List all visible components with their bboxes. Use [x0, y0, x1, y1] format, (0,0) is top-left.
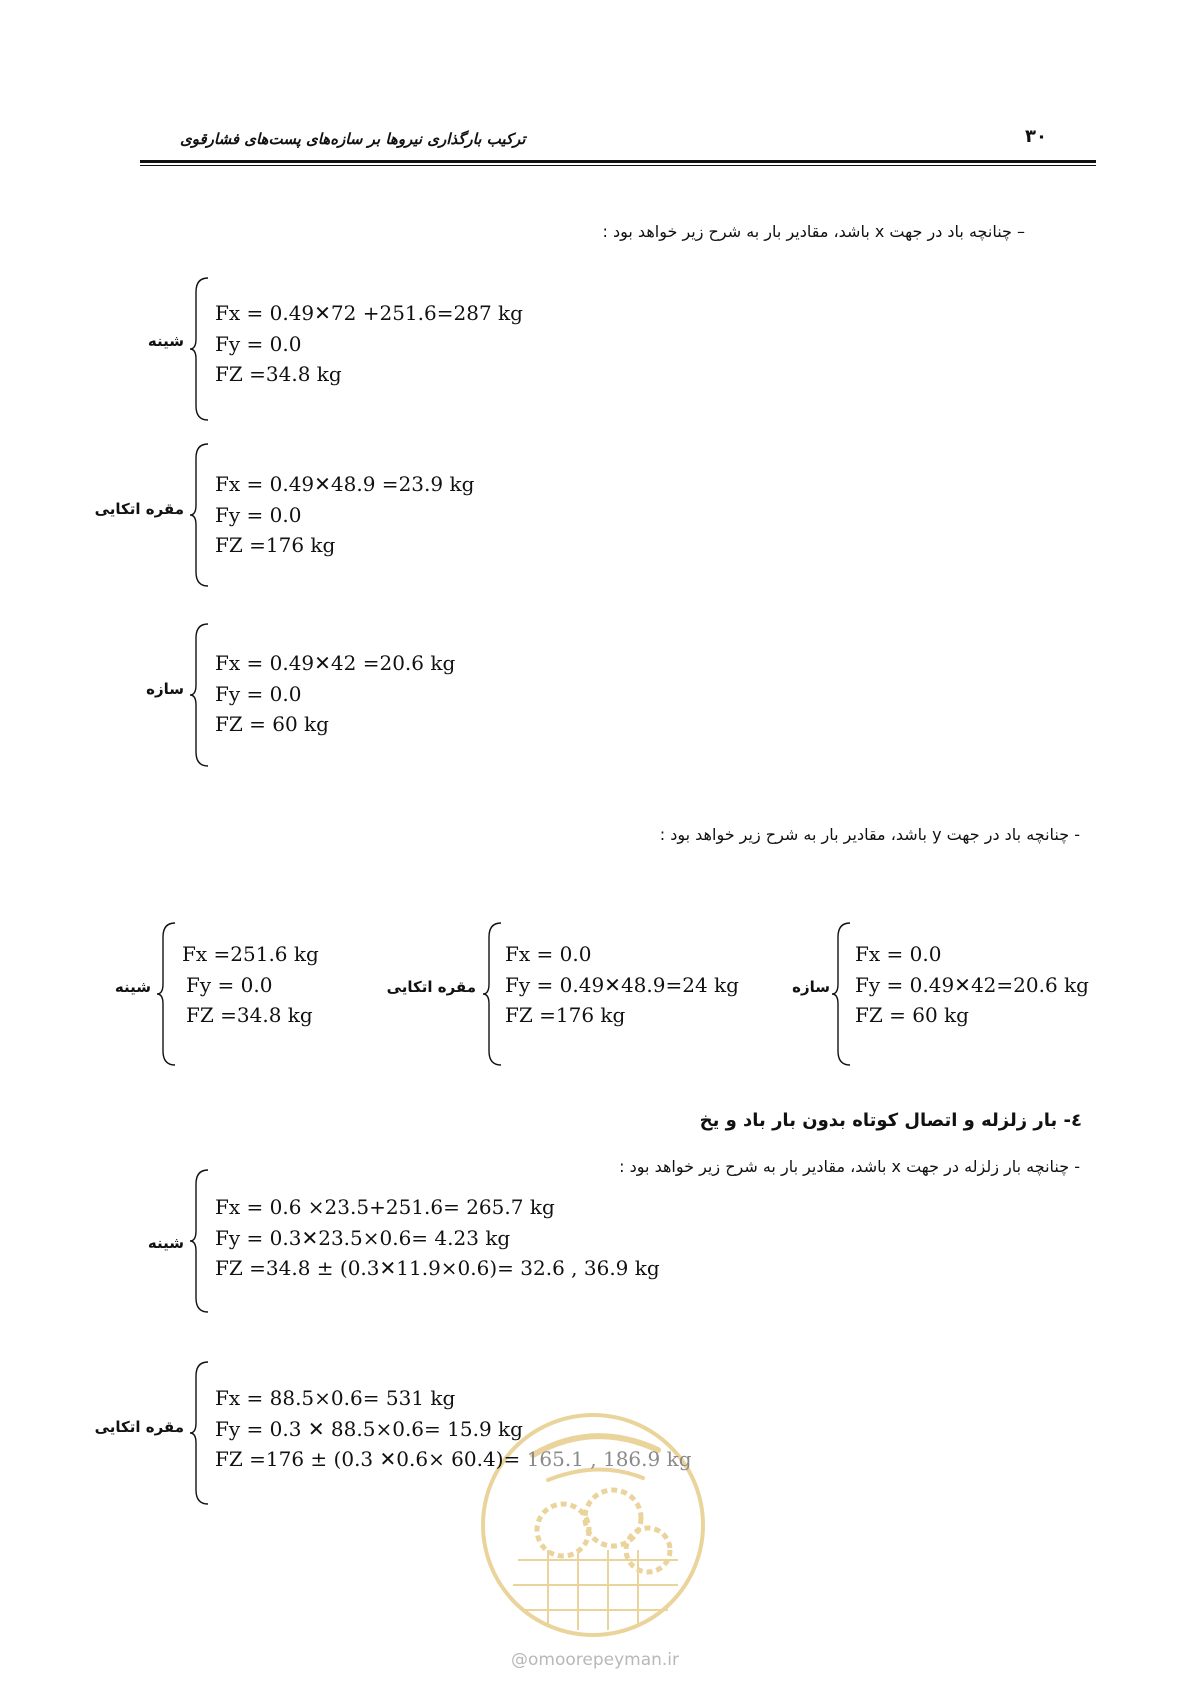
eq-fz: FZ = 60 kg [215, 712, 329, 736]
brace-icon [481, 921, 505, 1067]
equations-saze-x [215, 648, 455, 740]
eq-fz [215, 1444, 692, 1475]
label-moqare: مقره اتکایی [94, 1418, 184, 1436]
header-rule-thin [140, 165, 1096, 166]
equations-saze-y [855, 939, 1089, 1031]
label-saze: سازه [792, 978, 830, 996]
brace-icon [188, 442, 212, 588]
eq-fx: Fx = 0.0 [855, 942, 942, 966]
eq-fz: FZ =34.8 kg [215, 362, 342, 386]
eq-fy: Fy = 0.49✕48.9=24 kg [505, 972, 739, 997]
label-shine: شینه [114, 978, 151, 996]
equations-moqare-x [215, 469, 474, 561]
brace-icon [830, 921, 854, 1067]
equations-shine-eq [215, 1192, 660, 1284]
label-moqare: مقره اتکایی [94, 500, 184, 518]
equations-shine-x [215, 298, 523, 390]
header-rule [140, 160, 1096, 163]
intro-wind-x: – چنانچه باد در جهت x باشد، مقادیر بار به شرح زیر خواهد بود : [602, 222, 1025, 241]
page-number: ۳۰ [1025, 126, 1047, 147]
eq-fy: Fy = 0.0 [215, 502, 302, 527]
eq-fx: Fx = 0.0 [505, 942, 592, 966]
brace-icon [188, 276, 212, 422]
eq-fx: Fx = 0.49✕42 =20.6 kg [215, 651, 456, 675]
eq-fy: Fy = 0.0 [215, 331, 302, 356]
eq-fy: Fy = 0.3✕23.5×0.6= 4.23 kg [215, 1225, 511, 1250]
eq-fx: Fx =251.6 kg [182, 942, 319, 966]
watermark-text: @omoorepeyman.ir [510, 1650, 680, 1670]
eq-fy: Fy = 0.0 [186, 972, 273, 997]
equations-shine-y [182, 939, 319, 1031]
intro-earthquake-x: - چنانچه بار زلزله در جهت x باشد، مقادیر بار به شرح زیر خواهد بود : [619, 1157, 1080, 1176]
eq-fz-main: FZ =176 ± (0.3 ✕0.6× 60.4)= [215, 1447, 521, 1471]
eq-fx: Fx = 88.5×0.6= 531 kg [215, 1386, 456, 1410]
section-4-heading: ٤- بار زلزله و اتصال کوتاه بدون بار باد و یخ [699, 1110, 1082, 1131]
eq-fx: Fx = 0.49✕48.9 =23.9 kg [215, 472, 475, 496]
eq-fz: FZ =176 kg [505, 1003, 626, 1027]
eq-fx: Fx = 0.6 ×23.5+251.6= 265.7 kg [215, 1195, 555, 1219]
eq-fz: FZ =34.8 kg [186, 1003, 313, 1027]
page-header-title: ترکیب بارگذاری نیروها بر سازه‌های پست‌های فشارقوی [180, 130, 526, 148]
equations-moqare-y [505, 939, 739, 1031]
brace-icon [188, 622, 212, 768]
brace-icon [188, 1168, 212, 1314]
intro-wind-y: - چنانچه باد در جهت y باشد، مقادیر بار به شرح زیر خواهد بود : [659, 825, 1080, 844]
label-saze: سازه [146, 680, 184, 698]
eq-fz-result: 165.1 , 186.9 kg [520, 1447, 692, 1471]
equations-moqare-eq [215, 1383, 692, 1475]
label-shine: شینه [147, 1234, 184, 1252]
eq-fy: Fy = 0.0 [215, 681, 302, 706]
eq-fz: FZ =176 kg [215, 533, 336, 557]
eq-fy: Fy = 0.3 ✕ 88.5×0.6= 15.9 kg [215, 1416, 523, 1441]
label-shine: شینه [147, 332, 184, 350]
brace-icon [188, 1360, 212, 1506]
eq-fz: FZ =34.8 ± (0.3✕11.9×0.6)= 32.6 , 36.9 kg [215, 1256, 660, 1280]
eq-fx: Fx = 0.49✕72 +251.6=287 kg [215, 301, 523, 325]
eq-fy: Fy = 0.49✕42=20.6 kg [855, 972, 1089, 997]
eq-fz: FZ = 60 kg [855, 1003, 969, 1027]
brace-icon [155, 921, 179, 1067]
label-moqare: مقره اتکایی [386, 978, 476, 996]
